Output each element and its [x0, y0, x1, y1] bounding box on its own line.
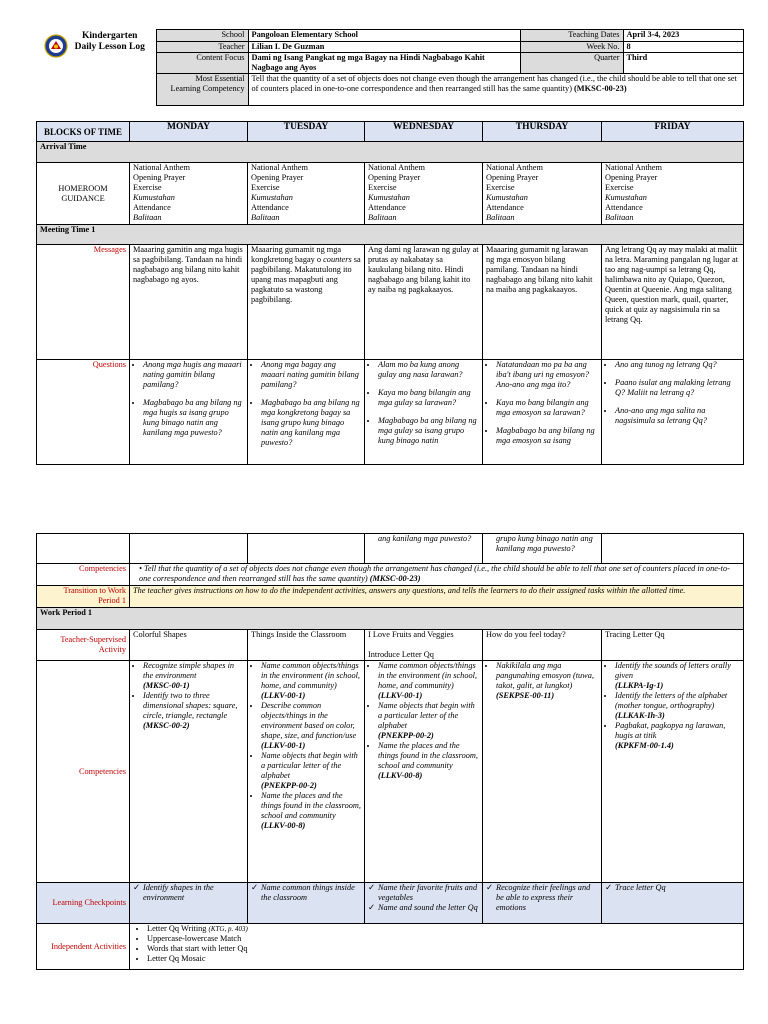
message-monday: Maaaring gamitin ang mga hugis sa pagbibilang. Tandaan na hindi nagbabago ang bilang nito kahit nagbabago ng ayos. — [130, 245, 248, 360]
homeroom-line: Balitaan — [251, 213, 280, 222]
tsa-thursday: How do you feel today? — [483, 630, 602, 661]
homeroom-line: Balitaan — [133, 213, 162, 222]
homeroom-line: Attendance — [486, 203, 524, 212]
quarter-label: Quarter — [520, 53, 623, 74]
homeroom-line: Opening Prayer — [605, 173, 658, 182]
school-label: School — [156, 30, 248, 42]
homeroom-line: Opening Prayer — [251, 173, 304, 182]
homeroom-line: National Anthem — [368, 163, 425, 172]
tsa-friday: Tracing Letter Qq — [602, 630, 744, 661]
tsa-monday: Colorful Shapes — [130, 630, 248, 661]
questions-tuesday — [248, 360, 365, 465]
competencies-body: Tell that the quantity of a set of objects does not change even though the arrangement has changed (i.e., the child should be able to tell that one set of counters placed in one-to-one correspondence and then rearranged still has the same quantity) — [139, 564, 730, 583]
teacher-value: Lilian I. De Guzman — [248, 42, 520, 53]
homeroom-thursday — [483, 163, 602, 225]
continued-thursday: grupo kung binago natin ang kanilang mga puwesto? — [483, 534, 602, 564]
homeroom-line: National Anthem — [251, 163, 308, 172]
independent-activities-label: Independent Activities — [37, 924, 130, 970]
checkpoint-item: ✓ Trace letter Qq — [605, 883, 740, 893]
mec-value — [248, 74, 743, 106]
competency-item: • Name the places and the things found in the classroom, school and community (LLKV-00-8) — [378, 741, 479, 781]
competencies-thursday — [483, 661, 602, 883]
page-gap — [0, 468, 768, 524]
checkpoint-item: ✓ Recognize their feelings and be able to express their emotions — [486, 883, 598, 913]
week-label: Week No. — [520, 42, 623, 53]
checkpoints-monday — [130, 883, 248, 924]
header-table — [36, 29, 744, 106]
homeroom-friday — [602, 163, 744, 225]
competencies-monday — [130, 661, 248, 883]
homeroom-line: Balitaan — [605, 213, 634, 222]
competencies-text: • Tell that the quantity of a set of objects does not change even though the arrangement has changed (i.e., the child should be able to tell that one set of counters placed in one-to-one correspondence and then rearranged still has the same quantity) (MKSC-00-23) — [130, 564, 744, 586]
message-wednesday: Ang dami ng larawan ng gulay at prutas ay nakabatay sa kaukulang bilang nito. Hindi nagbabago ang bilang kahit ito ay naiba ng pagkakaayos. — [365, 245, 483, 360]
homeroom-line: Kumustahan — [605, 193, 647, 202]
mec-label-line2: Learning Competency — [170, 84, 245, 93]
competencies-tuesday — [248, 661, 365, 883]
competency-item: • Recognize simple shapes in the environment (MKSC-00-1) — [143, 661, 244, 691]
work-period-row: Work Period 1 — [37, 608, 744, 630]
question-item: • Magbabago ba ang bilang ng mga emosyon sa isang — [496, 426, 598, 446]
questions-friday — [602, 360, 744, 465]
homeroom-line: Opening Prayer — [368, 173, 421, 182]
question-item: • Ano-ano ang mga salita na nagsisimula sa letrang Qq? — [615, 406, 740, 426]
questions-wednesday — [365, 360, 483, 465]
tsa-tuesday: Things Inside the Classroom — [248, 630, 365, 661]
homeroom-line: Attendance — [133, 203, 171, 212]
checkpoint-item: ✓ Identify shapes in the environment — [133, 883, 244, 903]
checkpoints-friday — [602, 883, 744, 924]
transition-label: Transition to Work Period 1 — [37, 586, 130, 608]
questions-thursday — [483, 360, 602, 465]
competency-item: • Name the places and the things found in the classroom, school and community (LLKV-00-8) — [261, 791, 361, 831]
schedule-table-continued — [36, 533, 744, 970]
homeroom-line: National Anthem — [133, 163, 190, 172]
homeroom-line: Exercise — [486, 183, 515, 192]
homeroom-line: Exercise — [368, 183, 397, 192]
competency-item: • Name common objects/things in the environment (in school, home, and community) (LLKV-00-1) — [378, 661, 479, 701]
continued-monday — [130, 534, 248, 564]
question-item: • Kaya mo bang bilangin ang mga emosyon sa larawan? — [496, 398, 598, 418]
homeroom-line: Kumustahan — [368, 193, 410, 202]
day-thursday: THURSDAY — [483, 122, 602, 142]
homeroom-line: National Anthem — [605, 163, 662, 172]
checkpoint-item: ✓ Name and sound the letter Qq — [368, 903, 479, 913]
quarter-value: Third — [623, 53, 743, 74]
homeroom-line: Opening Prayer — [133, 173, 186, 182]
question-item: • Anong mga hugis ang maaari nating gamitin bilang pamilang? — [143, 360, 244, 390]
question-item: • Paano isulat ang malaking letrang Q? Maliit na letrang q? — [615, 378, 740, 398]
tsa-wednesday-extra: Introduce Letter Qq — [368, 650, 434, 659]
continued-friday — [602, 534, 744, 564]
message-tuesday: Maaaring gumamit ng mga kongkretong bagay o counters sa pagbibilang. Makatutulong ito upang mas mapagbuti ang pagkatuto sa wastong pagbibilang. — [248, 245, 365, 360]
competency-item: • Identify the sounds of letters orally given (LLKPA-Ig-1) — [615, 661, 740, 691]
content-focus-value: Dami ng Isang Pangkat ng mga Bagay na Hindi Nagbabago Kahit Nagbago ang Ayos — [248, 53, 520, 74]
homeroom-line: National Anthem — [486, 163, 543, 172]
homeroom-line: Attendance — [251, 203, 289, 212]
homeroom-line: Balitaan — [486, 213, 515, 222]
competency-item: • Name common objects/things in the environment (in school, home, and community) (LLKV-00-1) — [261, 661, 361, 701]
homeroom-line: Kumustahan — [251, 193, 293, 202]
checkpoints-label: Learning Checkpoints — [37, 883, 130, 924]
mec-text: Tell that the quantity of a set of objects does not change even though the arrangement has changed (i.e., the child should be able to tell that one set of counters placed in one-to-one correspondence and then rearranged still has the same quantity) — [251, 74, 737, 93]
homeroom-line: Exercise — [133, 183, 162, 192]
checkpoints-wednesday — [365, 883, 483, 924]
competency-item: • Describe common objects/things in the environment based on color, shape, size, and function/use (LLKV-00-1) — [261, 701, 361, 751]
teaching-dates-label: Teaching Dates — [520, 30, 623, 42]
day-wednesday: WEDNESDAY — [365, 122, 483, 142]
question-item: • Magbabago ba ang bilang ng mga kongkretong bagay sa isang grupo kung binago natin ang kanilang mga puwesto? — [261, 398, 361, 448]
competency-item: • Identify the letters of the alphabet (mother tongue, orthography) (LLKAK-Ih-3) — [615, 691, 740, 721]
question-item: • Natatandaan mo pa ba ang iba't ibang uri ng emosyon? Ano-ano ang mga ito? — [496, 360, 598, 390]
homeroom-line: Exercise — [251, 183, 280, 192]
independent-activity-item: • Letter Qq Mosaic — [147, 954, 740, 964]
tsa-wednesday-title: I Love Fruits and Veggies — [368, 630, 454, 639]
homeroom-line: Kumustahan — [133, 193, 175, 202]
continued-tuesday — [248, 534, 365, 564]
homeroom-wednesday — [365, 163, 483, 225]
competency-item: • Nakikilala ang mga pangunahing emosyon (tuwa, takot, galit, at lungkot) (SEKPSE-00-11) — [496, 661, 598, 701]
homeroom-monday — [130, 163, 248, 225]
schedule-table — [36, 121, 744, 465]
homeroom-line: Opening Prayer — [486, 173, 539, 182]
page-1 — [0, 0, 768, 468]
mec-code: (MKSC-00-23) — [574, 84, 627, 93]
homeroom-line: Kumustahan — [486, 193, 528, 202]
question-item: • Ano ang tunog ng letrang Qq? — [615, 360, 740, 370]
teaching-dates-value: April 3-4, 2023 — [623, 30, 743, 42]
content-focus-label: Content Focus — [156, 53, 248, 74]
school-value: Pangoloan Elementary School — [248, 30, 520, 42]
checkpoint-item: ✓ Name common things inside the classroom — [251, 883, 361, 903]
independent-activities-list — [130, 924, 744, 970]
title-kindergarten: Kindergarten — [82, 30, 138, 41]
question-item: • Alam mo ba kung anong gulay ang nasa larawan? — [378, 360, 479, 380]
competency-item: • Name objects that begin with a particular letter of the alphabet (PNEKPP-00-2) — [261, 751, 361, 791]
meeting-time-row: Meeting Time 1 — [37, 225, 744, 245]
mec-label — [156, 74, 248, 106]
homeroom-line: Attendance — [368, 203, 406, 212]
day-tuesday: TUESDAY — [248, 122, 365, 142]
questions-label: Questions — [37, 360, 130, 465]
homeroom-label: HOMEROOM GUIDANCE — [37, 163, 130, 225]
competency-item: • Pagbakat, pagkopya ng larawan, hugis at titik (KPKFM-00-1.4) — [615, 721, 740, 751]
checkpoints-tuesday — [248, 883, 365, 924]
competencies-code: (MKSC-00-23) — [369, 574, 421, 583]
continued-wednesday: ang kanilang mga puwesto? — [365, 534, 483, 564]
page-2 — [0, 524, 768, 1024]
homeroom-line: Attendance — [605, 203, 643, 212]
question-item: • Kaya mo bang bilangin ang mga gulay sa larawan? — [378, 388, 479, 408]
homeroom-line: Balitaan — [368, 213, 397, 222]
checkpoints-thursday — [483, 883, 602, 924]
homeroom-line: Exercise — [605, 183, 634, 192]
question-item: • Magbabago ba ang bilang ng mga hugis sa isang grupo kung binago natin ang kanilang mga puwesto? — [143, 398, 244, 438]
week-value: 8 — [623, 42, 743, 53]
arrival-time-row: Arrival Time — [37, 142, 744, 163]
continued-label — [37, 534, 130, 564]
message-friday: Ang letrang Qq ay may malaki at maliit na letra. Maraming pangalan ng lugar at tao ang nag-uumpi sa letrang Qq, halimbawa nito ay Quiapo, Quezon, Quentin at Queenie. Ang mga salitang Queen, question mark, quail, quarter, quick at quiz ay nagsisimula rin sa letrang Qq. — [602, 245, 744, 360]
message-thursday: Maaaring gumamit ng larawan ng mga emosyon bilang pamilang. Tandaan na hindi nagbabago ang bilang nito kahit na maiba ang pagkakaayos. — [483, 245, 602, 360]
competency-item: • Identify two to three dimensional shapes: square, circle, triangle, rectangle (MKSC-00-2) — [143, 691, 244, 731]
competencies-wednesday — [365, 661, 483, 883]
checkpoint-item: ✓ Name their favorite fruits and vegetables — [368, 883, 479, 903]
question-item: • Anong mga bagay ang maaari nating gamitin bilang pamilang? — [261, 360, 361, 390]
mec-label-line1: Most Essential — [195, 74, 245, 83]
tsa-label: Teacher-Supervised Activity — [37, 630, 130, 661]
title-daily-lesson-log: Daily Lesson Log — [74, 41, 145, 52]
activity-competencies-label: Competencies — [37, 661, 130, 883]
independent-activity-item: • Letter Qq Writing (KTG, p. 403) — [147, 924, 740, 934]
tsa-wednesday — [365, 630, 483, 661]
independent-activity-item: • Words that start with letter Qq — [147, 944, 740, 954]
transition-text: The teacher gives instructions on how to do the independent activities, answers any questions, and tells the learners to do their assigned tasks within the allotted time. — [130, 586, 744, 608]
competencies-label: Competencies — [37, 564, 130, 586]
independent-activity-item: • Uppercase-lowercase Match — [147, 934, 740, 944]
question-item: • Magbabago ba ang bilang ng mga gulay sa isang grupo kung binago natin — [378, 416, 479, 446]
blocks-of-time-header: BLOCKS OF TIME — [37, 122, 130, 142]
homeroom-tuesday — [248, 163, 365, 225]
day-monday: MONDAY — [130, 122, 248, 142]
questions-monday — [130, 360, 248, 465]
day-friday: FRIDAY — [602, 122, 744, 142]
messages-label: Messages — [37, 245, 130, 360]
competency-item: • Name objects that begin with a particular letter of the alphabet (PNEKPP-00-2) — [378, 701, 479, 741]
teacher-label: Teacher — [156, 42, 248, 53]
competencies-friday — [602, 661, 744, 883]
